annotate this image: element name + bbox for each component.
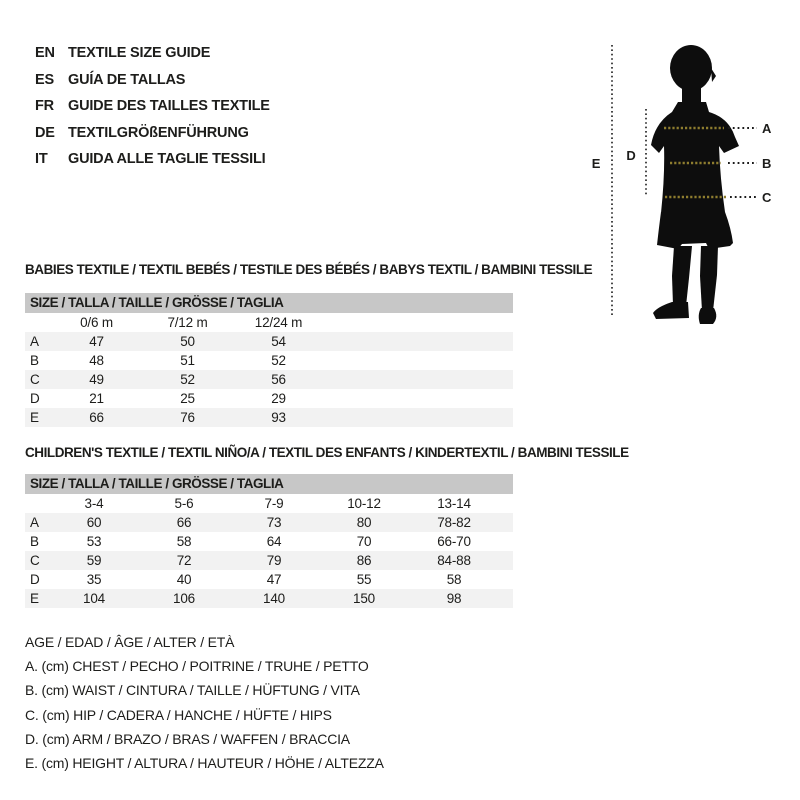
row-label: A [30,334,39,349]
legend-item-hip: C. (cm) HIP / CADERA / HANCHE / HÜFTE / HIPS [25,706,332,723]
figure-label-c: C [762,190,772,205]
language-title: TEXTILE SIZE GUIDE [68,45,211,62]
value-cell: 47 [266,572,282,587]
column-header: 13-14 [437,496,471,511]
value-cell: 70 [356,534,372,549]
value-cell: 51 [180,353,195,368]
value-cell: 50 [180,334,195,349]
row-label: E [30,410,39,425]
row-label: B [30,534,39,549]
row-label: B [30,353,39,368]
value-cell: 59 [86,553,102,568]
measurement-legend [25,630,384,775]
language-row-en [35,40,270,67]
row-label: D [30,572,40,587]
value-cell: 58 [176,534,192,549]
language-title: GUIDE DES TAILLES TEXTILE [68,98,270,115]
filler-cell [499,570,513,589]
value-cell: 55 [356,572,372,587]
figure-label-e: E [591,156,601,171]
filler-cell [499,551,513,570]
child-silhouette [651,45,739,324]
value-cell: 52 [271,353,286,368]
silhouette-left-shoe [653,302,689,319]
figure-label-b: B [762,156,772,171]
value-cell: 150 [353,591,375,606]
value-cell: 58 [446,572,462,587]
value-cell: 104 [83,591,105,606]
row-label: E [30,591,39,606]
language-title: TEXTILGRÖßENFÜHRUNG [68,124,249,141]
table-row [25,408,513,427]
language-row-it [35,146,270,173]
value-cell: 48 [89,353,104,368]
language-code: ES [35,71,54,88]
filler-cell [499,494,513,513]
value-cell: 47 [89,334,104,349]
value-cell: 60 [86,515,102,530]
silhouette-right-leg [700,246,718,311]
babies-column-header-row [25,313,513,332]
language-code: IT [35,151,48,168]
value-cell: 25 [180,391,195,406]
filler-cell [324,408,513,427]
value-cell: 53 [86,534,102,549]
value-cell: 140 [263,591,285,606]
table-row [25,351,513,370]
language-row-de [35,120,270,147]
babies-size-table [25,293,513,427]
column-header: 0/6 m [80,315,113,330]
table-row [25,389,513,408]
value-cell: 86 [356,553,372,568]
table-row [25,332,513,351]
column-header: 12/24 m [254,315,303,330]
empty-corner-cell [25,494,49,513]
value-cell: 106 [173,591,195,606]
silhouette-right-shoe [699,308,717,324]
value-cell: 72 [176,553,192,568]
value-cell: 79 [266,553,282,568]
filler-cell [324,389,513,408]
silhouette-left-leg [672,246,692,306]
figure-label-d: D [626,148,636,163]
silhouette-nose [711,68,716,82]
value-cell: 52 [180,372,195,387]
filler-cell [324,313,513,332]
value-cell: 76 [180,410,195,425]
child-measurement-figure [560,20,800,330]
size-header-bar: SIZE / TALLA / TAILLE / GRÖSSE / TAGLIA [25,293,513,313]
language-title-list [35,40,270,173]
value-cell: 84-88 [437,553,471,568]
value-cell: 64 [266,534,282,549]
column-header: 5-6 [174,496,194,511]
children-section-heading: CHILDREN'S TEXTILE / TEXTIL NIÑO/A / TEXTIL DES ENFANTS / KINDERTEXTIL / BAMBINI TESSILE [25,445,629,460]
legend-item-chest: A. (cm) CHEST / PECHO / POITRINE / TRUHE / PETTO [25,658,369,675]
value-cell: 78-82 [437,515,471,530]
legend-item-waist: B. (cm) WAIST / CINTURA / TAILLE / HÜFTUNG / VITA [25,682,360,699]
value-cell: 93 [271,410,286,425]
filler-cell [324,351,513,370]
value-cell: 73 [266,515,282,530]
value-cell: 66-70 [437,534,471,549]
table-row [25,570,513,589]
filler-cell [499,532,513,551]
legend-item-height: E. (cm) HEIGHT / ALTURA / HAUTEUR / HÖHE / ALTEZZA [25,754,384,771]
filler-cell [499,589,513,608]
language-code: FR [35,98,54,115]
language-title: GUÍA DE TALLAS [68,71,186,88]
filler-cell [324,332,513,351]
legend-age-line: AGE / EDAD / ÂGE / ALTER / ETÀ [25,634,235,650]
figure-label-a: A [762,121,772,136]
table-row [25,370,513,389]
value-cell: 56 [271,372,286,387]
empty-corner-cell [25,313,51,332]
value-cell: 21 [89,391,104,406]
row-label: C [30,372,40,387]
value-cell: 29 [271,391,286,406]
language-code: EN [35,45,55,62]
table-row [25,532,513,551]
row-label: C [30,553,40,568]
row-label: D [30,391,40,406]
children-column-header-row [25,494,513,513]
column-header: 3-4 [84,496,104,511]
language-row-fr [35,93,270,120]
value-cell: 40 [176,572,192,587]
value-cell: 98 [446,591,462,606]
value-cell: 66 [89,410,104,425]
silhouette-shorts [657,212,733,249]
value-cell: 54 [271,334,286,349]
column-header: 7/12 m [167,315,208,330]
size-header-bar: SIZE / TALLA / TAILLE / GRÖSSE / TAGLIA [25,474,513,494]
language-row-es [35,67,270,94]
table-row [25,551,513,570]
value-cell: 49 [89,372,104,387]
row-label: A [30,515,39,530]
language-title: GUIDA ALLE TAGLIE TESSILI [68,151,266,168]
babies-section-heading: BABIES TEXTILE / TEXTIL BEBÉS / TESTILE DES BÉBÉS / BABYS TEXTIL / BAMBINI TESSILE [25,262,593,277]
filler-cell [324,370,513,389]
table-row [25,589,513,608]
legend-item-arm: D. (cm) ARM / BRAZO / BRAS / WAFFEN / BRACCIA [25,730,350,747]
children-size-table [25,474,513,608]
column-header: 10-12 [347,496,381,511]
column-header: 7-9 [264,496,284,511]
filler-cell [499,513,513,532]
value-cell: 66 [176,515,192,530]
value-cell: 80 [356,515,372,530]
language-code: DE [35,124,55,141]
table-row [25,513,513,532]
value-cell: 35 [86,572,102,587]
